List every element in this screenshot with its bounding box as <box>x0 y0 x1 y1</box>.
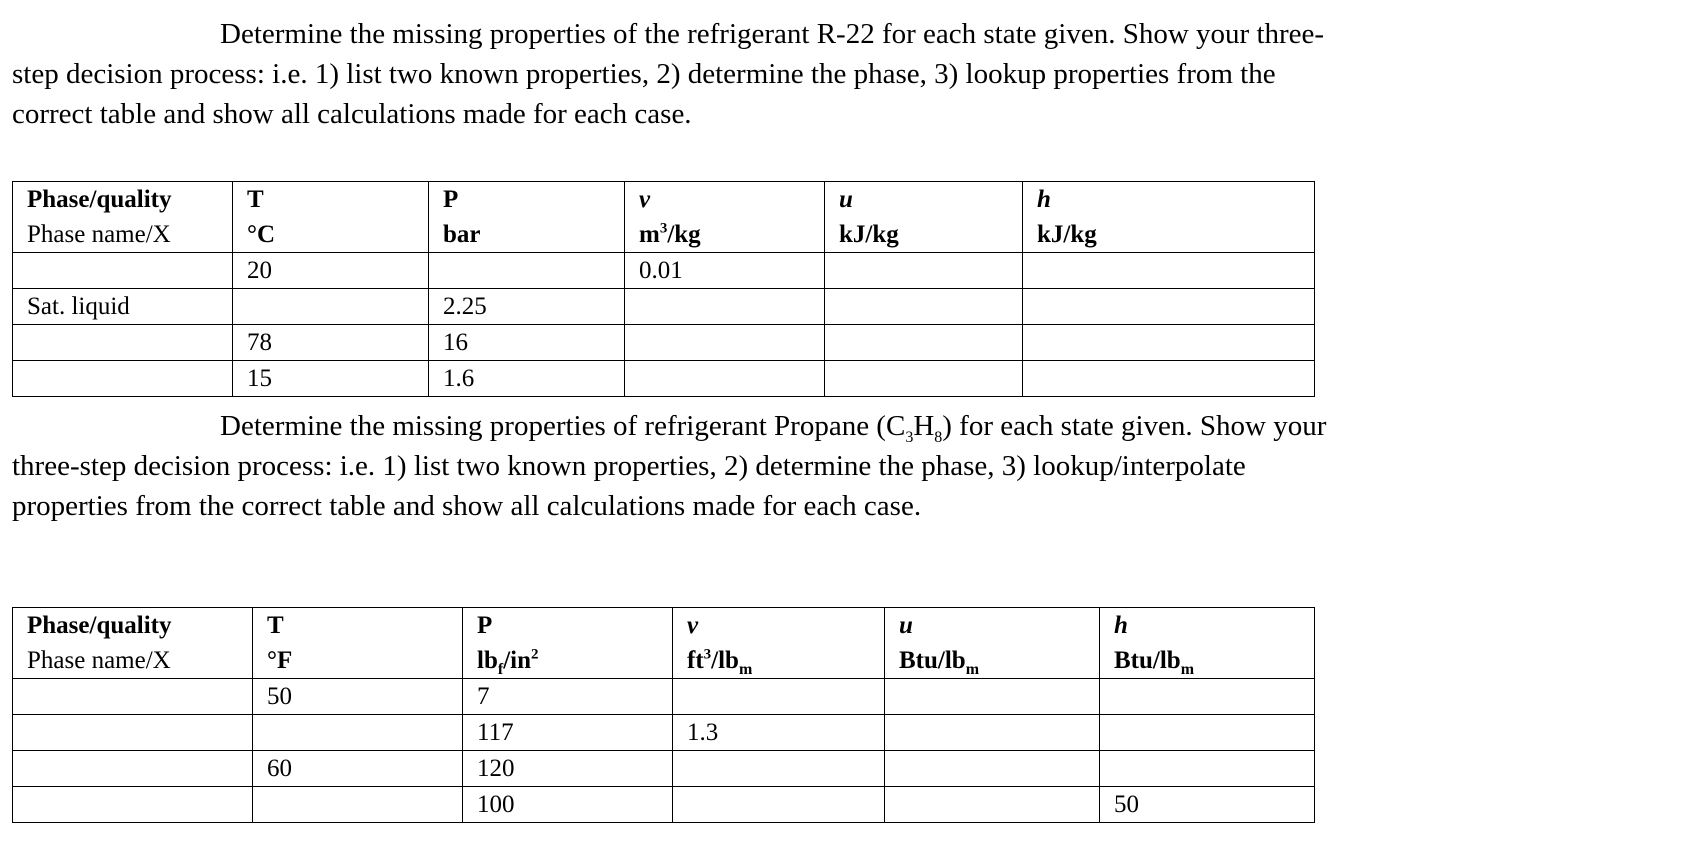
table-cell <box>625 289 825 325</box>
problem-1-statement <box>12 14 1672 134</box>
table-row <box>13 289 1315 325</box>
table-cell: 100 <box>463 787 673 823</box>
unit-internal-energy: Btu/$lb_m$ <box>885 643 1100 679</box>
table-row <box>13 325 1315 361</box>
table-cell: 1.3 <box>673 715 885 751</box>
problem-2-statement <box>12 406 1672 526</box>
table-cell <box>1100 679 1315 715</box>
unit-specific-volume: $m^3/kg$ <box>625 217 825 253</box>
table-cell <box>1100 751 1315 787</box>
problem-1-line-2: step decision process: i.e. 1) list two known properties, 2) determine the phase, 3) lookup properties from the <box>12 58 1276 90</box>
table-cell <box>885 715 1100 751</box>
table-cell <box>1023 253 1315 289</box>
table-cell <box>625 361 825 397</box>
table-cell: 78 <box>233 325 429 361</box>
table-cell <box>233 289 429 325</box>
table-cell <box>1100 715 1315 751</box>
problem-1-line-1: Determine the missing properties of the refrigerant R-22 for each state given. Show your three- <box>220 18 1325 50</box>
table-cell: 50 <box>253 679 463 715</box>
table-row <box>13 715 1315 751</box>
header-enthalpy: h <box>1023 182 1315 218</box>
table-cell <box>825 289 1023 325</box>
table-cell: 2.25 <box>429 289 625 325</box>
table-row <box>13 361 1315 397</box>
header-temperature: T <box>253 608 463 644</box>
table-cell: Sat. liquid <box>13 289 233 325</box>
unit-temperature: °F <box>253 643 463 679</box>
header-specific-volume: v <box>673 608 885 644</box>
header-temperature: T <box>233 182 429 218</box>
header-enthalpy: h <box>1100 608 1315 644</box>
table-cell <box>13 751 253 787</box>
unit-temperature: °C <box>233 217 429 253</box>
unit-phase: Phase name/X <box>13 217 233 253</box>
problem-2-line-2: three-step decision process: i.e. 1) list two known properties, 2) determine the phase, 3) lookup/interpolate <box>12 450 1246 482</box>
table-cell <box>1023 325 1315 361</box>
problem-2-line-1: Determine the missing properties of refrigerant Propane $(C_3H_8)$ for each state given. Show your <box>220 410 1327 446</box>
unit-phase: Phase name/X <box>13 643 253 679</box>
problem-1-line-3: correct table and show all calculations made for each case. <box>12 98 692 130</box>
table-cell <box>825 361 1023 397</box>
table-cell: 20 <box>233 253 429 289</box>
propane-properties-table <box>12 607 1315 823</box>
table-cell <box>253 715 463 751</box>
table-cell <box>673 679 885 715</box>
table-cell <box>253 787 463 823</box>
table-cell: 16 <box>429 325 625 361</box>
table-units-row <box>13 217 1315 253</box>
table-cell: 15 <box>233 361 429 397</box>
table-cell: 1.6 <box>429 361 625 397</box>
table-cell: 50 <box>1100 787 1315 823</box>
unit-pressure: $lb_f/in^2$ <box>463 643 673 679</box>
table-cell: 117 <box>463 715 673 751</box>
table-cell <box>13 787 253 823</box>
table-cell <box>13 361 233 397</box>
header-phase: Phase/quality <box>13 608 253 644</box>
table-cell <box>885 751 1100 787</box>
table-cell <box>825 325 1023 361</box>
unit-specific-volume: $ft^3/lb_m$ <box>673 643 885 679</box>
table-cell <box>13 253 233 289</box>
table-cell: 7 <box>463 679 673 715</box>
table-cell <box>13 325 233 361</box>
table-cell <box>825 253 1023 289</box>
table-row <box>13 679 1315 715</box>
table-header-row <box>13 608 1315 644</box>
table-cell <box>13 715 253 751</box>
unit-enthalpy: kJ/kg <box>1023 217 1315 253</box>
header-pressure: P <box>429 182 625 218</box>
table-cell: 0.01 <box>625 253 825 289</box>
table-cell: 120 <box>463 751 673 787</box>
table-cell <box>1023 361 1315 397</box>
table-row <box>13 787 1315 823</box>
unit-enthalpy: Btu/$lb_m$ <box>1100 643 1315 679</box>
table-cell <box>885 787 1100 823</box>
table-cell: 60 <box>253 751 463 787</box>
table-cell <box>429 253 625 289</box>
table-cell <box>625 325 825 361</box>
table-row <box>13 751 1315 787</box>
header-pressure: P <box>463 608 673 644</box>
r22-properties-table <box>12 181 1315 397</box>
table-cell <box>885 679 1100 715</box>
unit-internal-energy: kJ/kg <box>825 217 1023 253</box>
table-header-row <box>13 182 1315 218</box>
table-cell <box>673 787 885 823</box>
header-internal-energy: u <box>885 608 1100 644</box>
table-cell <box>673 751 885 787</box>
table-cell <box>1023 289 1315 325</box>
table-cell <box>13 679 253 715</box>
header-phase: Phase/quality <box>13 182 233 218</box>
table-row <box>13 253 1315 289</box>
problem-2-line-3: properties from the correct table and show all calculations made for each case. <box>12 490 922 522</box>
unit-pressure: bar <box>429 217 625 253</box>
table-units-row <box>13 643 1315 679</box>
header-internal-energy: u <box>825 182 1023 218</box>
header-specific-volume: v <box>625 182 825 218</box>
